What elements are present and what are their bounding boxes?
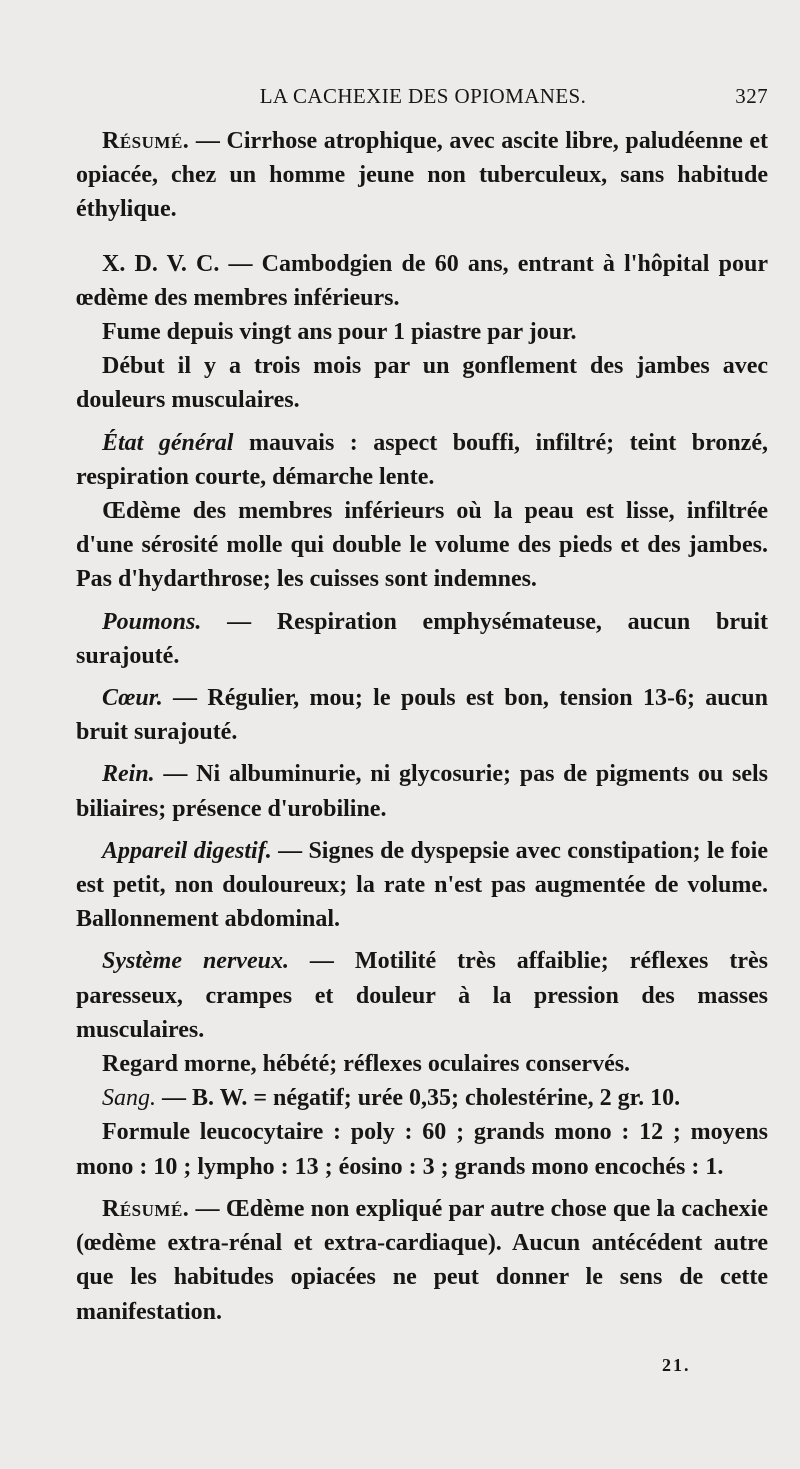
case-intro-paragraph: X. D. V. C. — Cambodgien de 60 ans, entrant à l'hôpital pour œdème des membres inférieurs. bbox=[76, 250, 768, 311]
lungs-text: — Respiration emphysémateuse, aucun bruit surajouté. bbox=[76, 608, 768, 669]
general-state-label: État général bbox=[102, 429, 234, 456]
general-state-paragraph bbox=[76, 426, 768, 494]
heart-paragraph bbox=[76, 681, 768, 749]
summary-label: Résumé. bbox=[102, 128, 190, 154]
heart-text: — Régulier, mou; le pouls est bon, tension 13-6; aucun bruit surajouté. bbox=[76, 685, 768, 746]
blood-paragraph bbox=[76, 1081, 768, 1115]
summary-paragraph-2 bbox=[76, 1192, 768, 1329]
page-number: 327 bbox=[735, 84, 768, 108]
lungs-label: Poumons. bbox=[102, 608, 202, 635]
smoking-paragraph: Fume depuis vingt ans pour 1 piastre par jour. bbox=[102, 319, 577, 346]
running-title: LA CACHEXIE DES OPIOMANES. bbox=[259, 84, 587, 108]
nervous-system-paragraph bbox=[76, 944, 768, 1047]
edema-paragraph: Œdème des membres inférieurs où la peau est lisse, infiltrée d'une sérosité molle qui double le volume des pieds et des jambes. Pas d'hydarthrose; les cuisses sont indemnes. bbox=[76, 498, 768, 593]
nervous-system-text: — Motilité très affaiblie; réflexes très paresseux, crampes et douleur à la pression des masses musculaires. bbox=[76, 948, 768, 1043]
blood-label: Sang. bbox=[102, 1085, 156, 1112]
summary-paragraph-1 bbox=[76, 124, 768, 227]
nervous-system-label: Système nerveux. bbox=[102, 948, 289, 975]
body-text bbox=[76, 124, 768, 1329]
gaze-paragraph: Regard morne, hébété; réflexes oculaires conservés. bbox=[102, 1051, 631, 1078]
kidney-paragraph bbox=[76, 757, 768, 825]
general-state-text: mauvais : aspect bouffi, infiltré; teint bronzé, respiration courte, démarche lente. bbox=[76, 429, 768, 490]
digestive-label: Appareil digestif. bbox=[102, 837, 272, 864]
summary-text: — Cirrhose atrophique, avec ascite libre, paludéenne et opiacée, chez un homme jeune non tuberculeux, sans habitude éthylique. bbox=[76, 128, 768, 223]
blood-text: — B. W. = négatif; urée 0,35; cholestérine, 2 gr. 10. bbox=[156, 1085, 681, 1112]
digestive-text: — Signes de dyspepsie avec constipation; le foie est petit, non douloureux; la rate n'est pas augmentée de volume. Ballonnement abdominal. bbox=[76, 837, 768, 933]
signature-mark: 21. bbox=[662, 1355, 691, 1375]
summary-label-2: Résumé. bbox=[102, 1195, 190, 1222]
kidney-text: — Ni albuminurie, ni glycosurie; pas de pigments ou sels biliaires; présence d'urobiline. bbox=[76, 761, 768, 822]
heart-label: Cœur. bbox=[102, 685, 163, 712]
onset-paragraph: Début il y a trois mois par un gonflement des jambes avec douleurs musculaires. bbox=[76, 353, 768, 414]
leukocyte-formula-paragraph: Formule leucocytaire : poly : 60 ; grands mono : 12 ; moyens mono : 10 ; lympho : 13 ; éosino : 3 ; grands mono encochés : 1. bbox=[76, 1119, 768, 1180]
kidney-label: Rein. bbox=[102, 761, 155, 788]
lungs-paragraph bbox=[76, 605, 768, 673]
summary-text-2: — Œdème non expliqué par autre chose que la cachexie (œdème extra-rénal et extra-cardiaque). Aucun antécédent autre que les habitudes opiacées ne peut donner le sens de cette manifestation. bbox=[76, 1195, 768, 1325]
running-head bbox=[78, 84, 768, 114]
digestive-paragraph bbox=[76, 834, 768, 937]
